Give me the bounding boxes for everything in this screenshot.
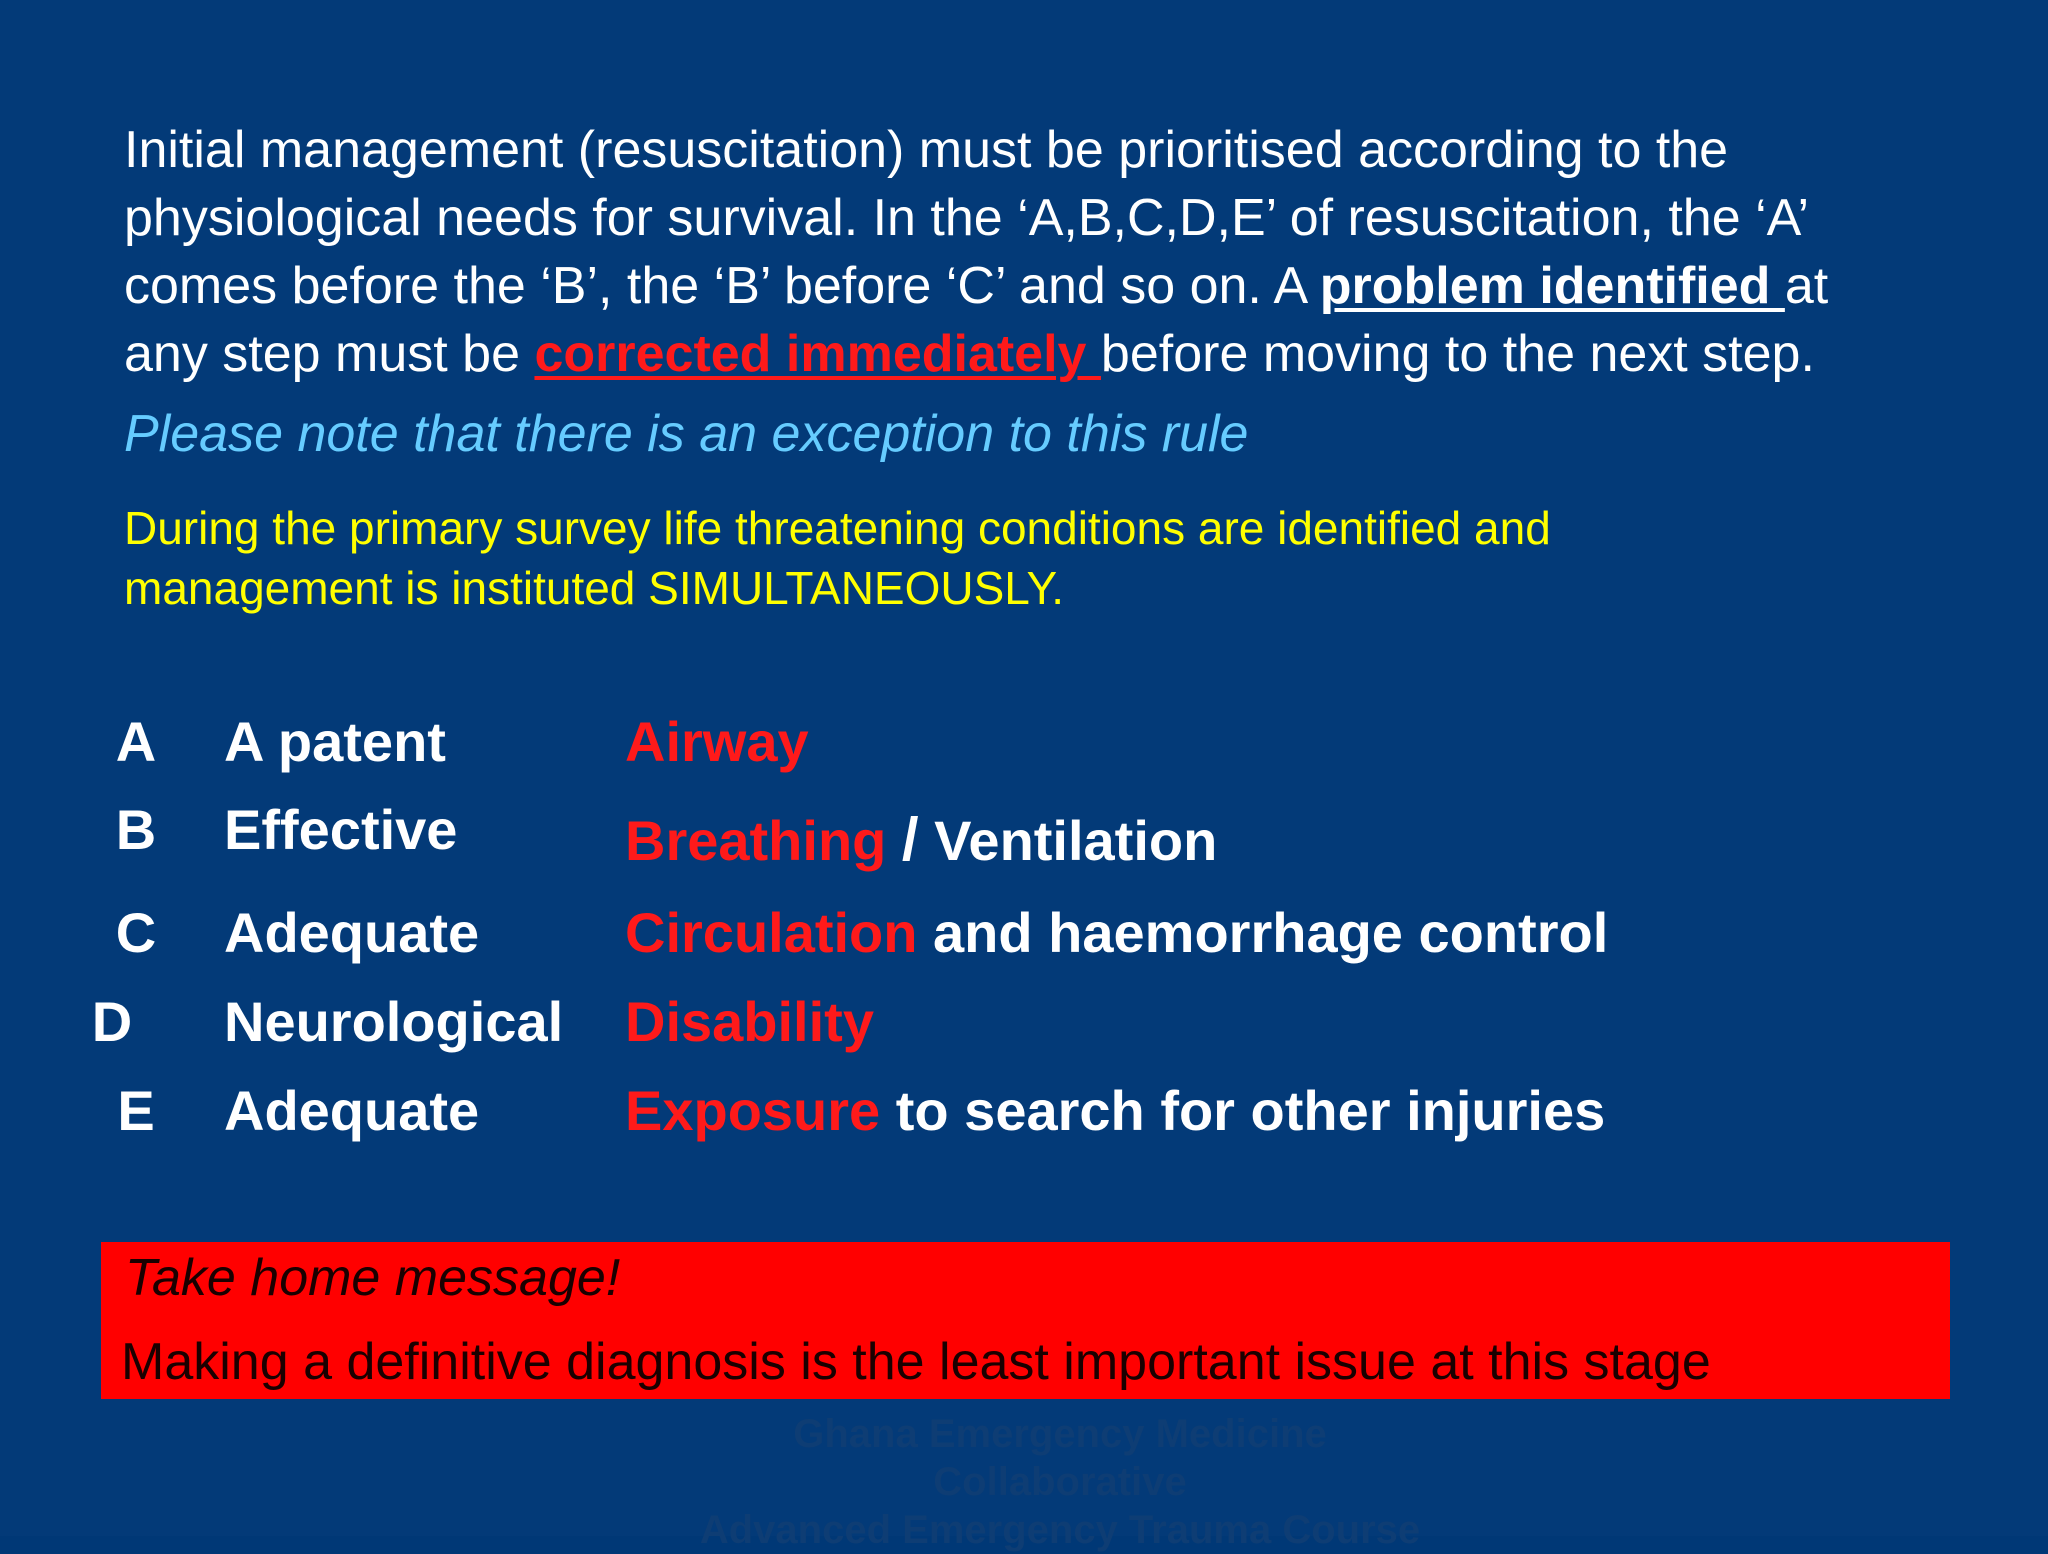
take-home-box — [101, 1242, 1950, 1399]
take-home-message: Making a definitive diagnosis is the least important issue at this stage — [121, 1333, 1711, 1391]
intro-line-3-end: at — [1784, 257, 1829, 315]
intro-line-2: physiological needs for survival. In the ‘A,B,C,D,E’ of resuscitation, the ‘A’ — [124, 189, 1809, 247]
abcde-term-c-rest: and haemorrhage control — [933, 901, 1609, 964]
footer-line-1: Ghana Emergency Medicine — [793, 1412, 1327, 1456]
abcde-term-d — [625, 990, 874, 1054]
abcde-adjective-e: Adequate — [224, 1079, 480, 1142]
abcde-letter-a: A — [115, 710, 157, 773]
abcde-term-b — [625, 808, 1217, 873]
abcde-adjective-c: Adequate — [224, 901, 480, 964]
exception-note: Please note that there is an exception to this rule — [124, 405, 1249, 463]
intro-line-1: Initial management (resuscitation) must be prioritised according to the — [124, 121, 1729, 179]
corrected-immediately-emphasis: corrected immediately — [534, 325, 1101, 383]
intro-line-4-text: any step must be — [124, 325, 535, 383]
footer-watermark — [560, 1410, 1560, 1554]
abcde-letter-b: B — [115, 798, 157, 861]
abcde-adjective-a: A patent — [224, 710, 446, 773]
abcde-term-c — [625, 901, 1608, 965]
abcde-letter-d: D — [91, 990, 133, 1053]
abcde-term-b-rest: Ventilation — [934, 809, 1218, 872]
take-home-title: Take home message! — [125, 1249, 621, 1307]
primary-survey-statement — [124, 498, 1924, 618]
abcde-term-e-key: Exposure — [625, 1079, 881, 1142]
abcde-letter-c: C — [115, 901, 157, 964]
abcde-term-c-key: Circulation — [625, 901, 918, 964]
abcde-adjective-b: Effective — [224, 798, 458, 861]
intro-line-4 — [124, 320, 2024, 388]
intro-line-3 — [124, 252, 2024, 320]
intro-line-4-end: before moving to the next step. — [1100, 325, 1815, 383]
survey-line-1: During the primary survey life threatening conditions are identified and — [124, 502, 1551, 554]
footer-line-2: Collaborative — [933, 1460, 1187, 1504]
abcde-term-a — [625, 710, 809, 774]
intro-paragraph — [124, 116, 2024, 388]
abcde-term-b-key: Breathing — [625, 809, 887, 872]
abcde-term-b-slash: / — [901, 806, 919, 873]
intro-line-3-text: comes before the ‘B’, the ‘B’ before ‘C’ and so on. A — [124, 257, 1320, 315]
abcde-letter-e: E — [117, 1079, 155, 1142]
abcde-term-e — [625, 1079, 1605, 1143]
footer-line-3: Advanced Emergency Trauma Course — [699, 1508, 1421, 1552]
abcde-term-d-key: Disability — [625, 990, 874, 1053]
abcde-adjective-d: Neurological — [224, 990, 564, 1053]
abcde-term-a-key: Airway — [625, 710, 809, 773]
problem-identified-emphasis: problem identified — [1319, 257, 1785, 315]
abcde-term-e-rest: to search for other injuries — [895, 1079, 1606, 1142]
survey-line-2: management is instituted SIMULTANEOUSLY. — [124, 562, 1064, 614]
